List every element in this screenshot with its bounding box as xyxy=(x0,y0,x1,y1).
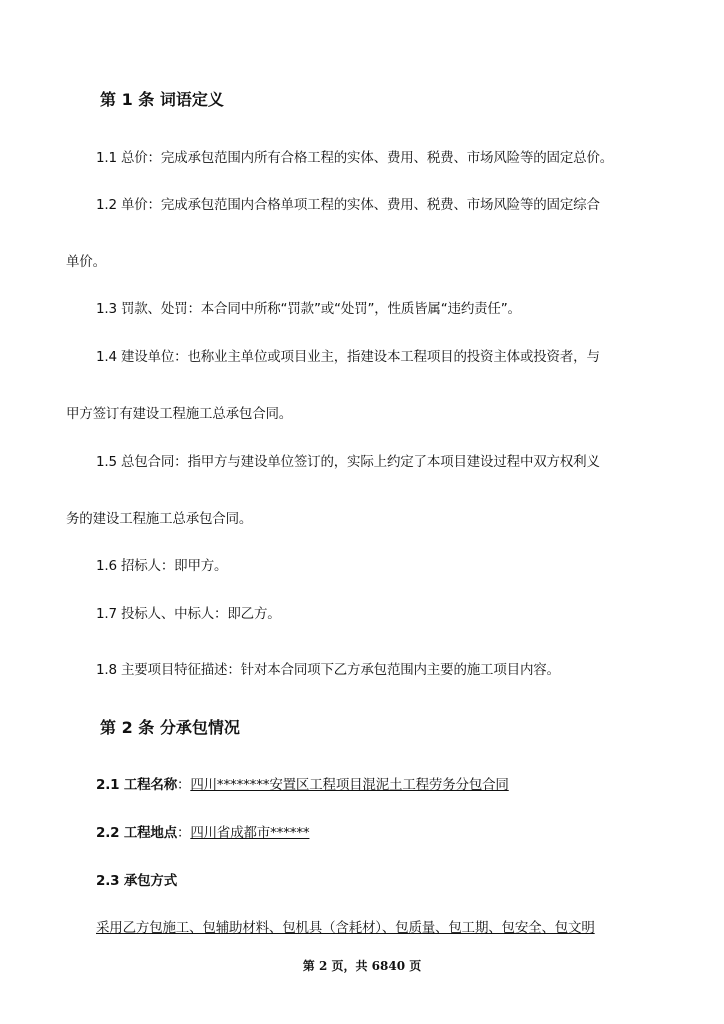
page-footer: 第 2 页，共 6840 页 xyxy=(302,959,422,973)
clause-1-5: 1.5 总包合同：指甲方与建设单位签订的，实际上约定了本项目建设过程中双方权利义 xyxy=(96,454,600,470)
clause-1-7: 1.7 投标人、中标人：即乙方。 xyxy=(96,606,281,622)
clause-2-3: 2.3 承包方式 xyxy=(96,873,178,889)
contract-mode-text: 采用乙方包施工、包辅助材料、包机具（含耗材）、包质量、包工期、包安全、包文明 xyxy=(96,920,595,936)
project-name-label: 2.1 工程名称 xyxy=(96,777,178,793)
clause-2-2 xyxy=(96,821,309,841)
clause-1-2: 1.2 单价：完成承包范围内合格单项工程的实体、费用、税费、市场风险等的固定综合 xyxy=(96,197,600,213)
article-2-title: 第 2 条 分承包情况 xyxy=(100,718,240,737)
clause-1-1: 1.1 总价：完成承包范围内所有合格工程的实体、费用、税费、市场风险等的固定总价。 xyxy=(96,150,614,166)
clause-1-8: 1.8 主要项目特征描述：针对本合同项下乙方承包范围内主要的施工项目内容。 xyxy=(96,662,560,678)
clause-1-6: 1.6 招标人：即甲方。 xyxy=(96,558,228,574)
clause-1-4-cont: 甲方签订有建设工程施工总承包合同。 xyxy=(66,406,293,422)
clause-2-1 xyxy=(96,773,509,793)
clause-1-5-cont: 务的建设工程施工总承包合同。 xyxy=(66,511,253,527)
clause-1-3: 1.3 罚款、处罚：本合同中所称“罚款”或“处罚”，性质皆属“违约责任”。 xyxy=(96,301,521,317)
clause-1-2-cont: 单价。 xyxy=(66,254,106,270)
clause-1-4: 1.4 建设单位：也称业主单位或项目业主，指建设本工程项目的投资主体或投资者，与 xyxy=(96,349,600,365)
project-location-value: 四川省成都市****** xyxy=(190,825,310,841)
project-location-sep: ： xyxy=(177,825,191,841)
article-1-title: 第 1 条 词语定义 xyxy=(100,90,224,109)
project-name-value: 四川********安置区工程项目混泥土工程劳务分包合同 xyxy=(190,777,509,793)
project-name-sep: ： xyxy=(177,777,191,793)
project-location-label: 2.2 工程地点 xyxy=(96,825,178,841)
